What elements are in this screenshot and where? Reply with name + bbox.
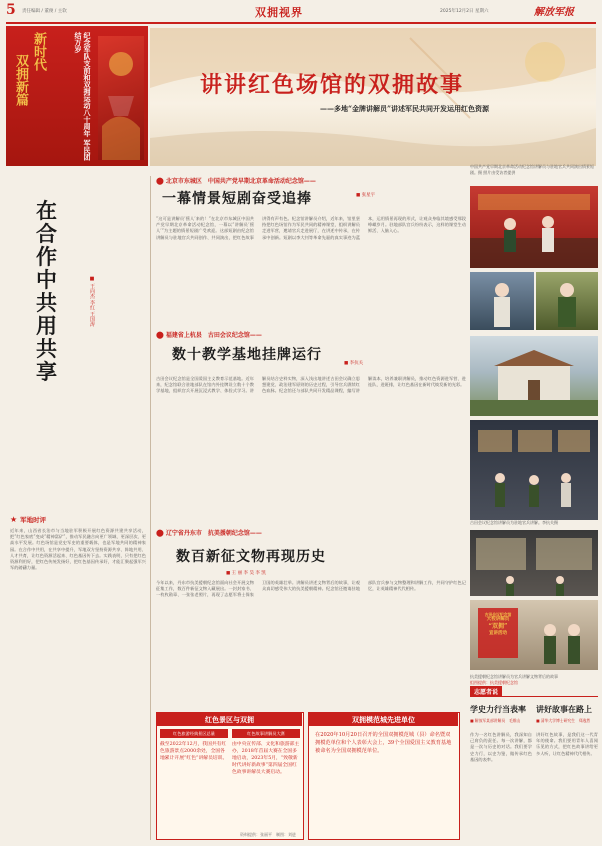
ribbon-line-2: 双拥新篇 xyxy=(13,54,28,106)
bottom-credit: 组图提供：抗美援朝纪念馆 xyxy=(470,679,518,685)
volunteer-section xyxy=(470,686,598,840)
article-3-body: 今年以来，丹东市抗美援朝纪念馆面向社会开展文物征集工作，数百件新征文物入藏展出。一封封家书、一枚枚勋章、一张张老照片，再现了志愿军将士保家卫国的英雄壮举。讲解员讲述文物背后的故事，让观众真切感受伟大的抗美援朝精神。纪念馆还邀请驻地部队官兵参与文物整理和讲解工作，共同守护红色记忆，让英雄精神代代相传。 xyxy=(156,580,466,598)
article-2-headline: 数十教学基地挂牌运行 xyxy=(172,347,322,363)
info-left-header: 红色景区与双拥 xyxy=(157,713,302,726)
location-pin-icon: ⬤ xyxy=(156,176,164,185)
article-2-body: 古田会议纪念馆是全国爱国主义教育示范基地。近年来，纪念馆联合驻地部队在馆内外挂牌设立数十个教学基地，组织官兵开展沉浸式教学、体验式学习。讲解员结合史料实物，深入浅出地讲述古田会议确立思想建党、政治建军原则的历史过程，引导官兵赓续红色血脉。纪念馆还与部队共同开发精品课程，编写讲解读本，培养兼职讲解员，推动红色资源进军营、进连队、进班排，让红色基因在新时代焕发新的光彩。 xyxy=(156,376,466,394)
date-line: 2025年12月2日 星期六 xyxy=(440,9,489,14)
article-1-body: “这可是讲解员‘摇人’来的！”在北京市东城区中国共产党早期北京革命活动纪念馆，一幕以“讲解员‘摇人’”为主题的情景短剧广受欢迎。这部短剧由纪念馆讲解员与驻地官兵共同创作、共同演出，把红色故事讲得有声有色。纪念馆讲解员介绍，近年来，馆里坚持把红色场馆作为军民共同的精神课堂，组织讲解员走进军营，邀请官兵走进展厅，在讲述中传承，在传承中创新。短剧以李大钊等革命先驱的真实事迹为蓝本，运用情景再现的形式，让观众身临其境感受那段峥嵘岁月。驻地部队官兵纷纷表示，这样的课堂生动鲜活、入脑入心。 xyxy=(156,216,466,240)
volunteer-right-title: 讲好故事在路上 xyxy=(536,705,592,714)
volunteer-tag: 志愿者说 xyxy=(470,686,502,697)
ribbon-line-1: 新时代 xyxy=(31,32,46,71)
banner xyxy=(150,28,596,166)
paper-name: 解放军报 xyxy=(534,7,574,18)
section-title: 双拥视界 xyxy=(255,6,303,19)
article-2-author: ■ 李抗关 xyxy=(344,361,364,366)
info-right-text: 在2020年10月20日召开的全国双拥模范城（县）命名暨双拥模范单位和个人表彰大会上，39个全国爱国主义教育基地被命名为全国双拥模范单位。 xyxy=(315,732,452,754)
sidebar-author: ■ 王向杰 李红 王国涛 xyxy=(89,276,95,327)
article-3-venue: 辽宁省丹东市 抗美援朝纪念馆—— xyxy=(165,530,262,537)
article-2-venue-row xyxy=(156,330,262,339)
star-icon: ★ xyxy=(10,514,18,524)
exhibit-sign-line-4: 宣讲活动 xyxy=(489,631,507,636)
info-left-sub-a: 红色旅游经典景区总量 xyxy=(160,729,228,738)
editor-line: 责任编辑 / 董俊 / 主软 xyxy=(22,9,67,14)
info-left-text-a: 截至2022年12月，我国共有红色旅游景点2000余处，全国各地累计开展“红色”讲解员培训。 xyxy=(160,742,228,761)
info-box-left xyxy=(156,712,304,840)
article-2-venue: 福建省上杭县 古田会议纪念馆—— xyxy=(165,332,262,339)
location-pin-icon: ⬤ xyxy=(156,330,164,339)
photo-bottom-caption xyxy=(470,674,598,685)
article-1-venue-row xyxy=(156,176,316,185)
photo-guide xyxy=(470,272,534,330)
info-box-right xyxy=(308,712,460,840)
photo-exhibit-lobby xyxy=(470,600,598,670)
photo-soldier xyxy=(536,272,598,330)
location-pin-icon: ⬤ xyxy=(156,528,164,537)
article-3 xyxy=(156,528,466,710)
info-right-header: 双拥模范城先进单位 xyxy=(309,713,458,726)
photo-performance xyxy=(470,186,598,268)
exhibit-sign-line-2: 大校讲解员 xyxy=(486,617,510,622)
masthead-rule xyxy=(6,22,596,24)
exhibit-sign-line-1: 古田会议纪念馆 xyxy=(484,612,512,617)
ribbon-slogan: 纪念军队支前和双拥运动八十周年 军民团结万岁 xyxy=(74,32,92,161)
article-1-headline: 一幕情景短剧奋受追捧 xyxy=(162,191,312,207)
banner-title: 讲讲红色场馆的双拥故事 xyxy=(200,73,465,98)
bottom-caption: 抗美援朝纪念馆讲解员为官兵讲解文物背后的故事 xyxy=(470,674,558,679)
volunteer-left-title: 学史力行当表率 xyxy=(470,705,526,714)
sidebar-divider xyxy=(150,176,151,840)
sidebar-title: 在合作中共用共享 xyxy=(36,199,57,384)
article-3-headline: 数百新征文物再现历史 xyxy=(176,549,326,565)
photo-mid-caption: 古田会议纪念馆讲解员为驻地官兵讲解。李抗关摄 xyxy=(470,520,558,525)
photo-building xyxy=(470,336,598,416)
info-footer: 资料提供：张丽平 制图：刘进 xyxy=(240,832,296,837)
volunteer-right-body: 讲好红色故事，是我们这一代青年的使命。我们要用青年人喜闻乐见的方式，把红色故事讲给更多人听，让红色精神代代相传。 xyxy=(536,732,598,756)
page-number: 5 xyxy=(6,2,16,18)
header-banner-art xyxy=(98,36,144,160)
volunteer-left-author: ■ 解放军某部讲解员 毛维山 xyxy=(470,718,521,723)
main-caption: 中国共产党早期北京革命活动纪念馆讲解员与驻地官兵共同演出情景短剧。摄 照片由受访者提供 xyxy=(470,164,594,175)
article-1-venue: 北京市东城区 中国共产党早期北京革命活动纪念馆—— xyxy=(165,178,316,185)
volunteer-right-author: ■ 清华大学博士研究生 郑逸然 xyxy=(536,718,591,723)
sidebar xyxy=(6,176,148,840)
article-2 xyxy=(156,330,466,520)
info-left-text-b: 由中央宣传部、文化和旅游部主办，2018年首届大赛在全国多地启动，2023年5月，“致敬新时代讲好新故事”第四届全国红色故事讲解员大赛启动。 xyxy=(232,742,300,775)
article-1-author: ■ 张星宇 xyxy=(356,193,376,198)
exhibit-sign-line-3: “双拥” xyxy=(488,623,508,630)
sidebar-tag-label: 军地时评 xyxy=(20,515,47,524)
info-left-sub-b: 红色故事讲解员大赛 xyxy=(232,729,300,738)
sidebar-tag xyxy=(10,514,46,524)
photo-performance-caption xyxy=(470,164,598,175)
header-ribbon xyxy=(6,26,148,166)
sidebar-body: 近年来，山西省长治市与当地驻军积极开展红色资源共建共享活动，把“红色家底”变成“精神富矿”，推动军民融合向更广领域、更深层次、更高水平发展。红色场馆是党史军史的重要载体，也是军地共同的精神家园。在合作中共用，在共享中提升，军地双方坚持资源共享、阵地共用、人才共育，让红色资源活起来、红色基因传下去。实践表明，只有把红色资源利用好，把红色传统发扬好，把红色基因传承好，才能汇聚起强军兴军的磅礴力量。 xyxy=(10,528,146,571)
article-1 xyxy=(156,176,466,321)
article-3-venue-row xyxy=(156,528,262,537)
banner-subtitle: ——多地“金牌讲解员”讲述军民共同开发运用红色资源 xyxy=(320,104,490,113)
exhibit-sign-text xyxy=(480,612,516,637)
masthead xyxy=(0,0,602,22)
photo-exhibition xyxy=(470,420,598,520)
volunteer-rule xyxy=(470,696,598,697)
article-3-author: ■ 王 丽 李 昊 李 凯 xyxy=(226,571,266,576)
volunteer-left-body: 作为一名红色讲解员，我深知自己肩负的责任。每一次讲解，都是一次与历史的对话。我们要学史力行，以史为鉴，做传承红色基因的表率。 xyxy=(470,732,532,762)
